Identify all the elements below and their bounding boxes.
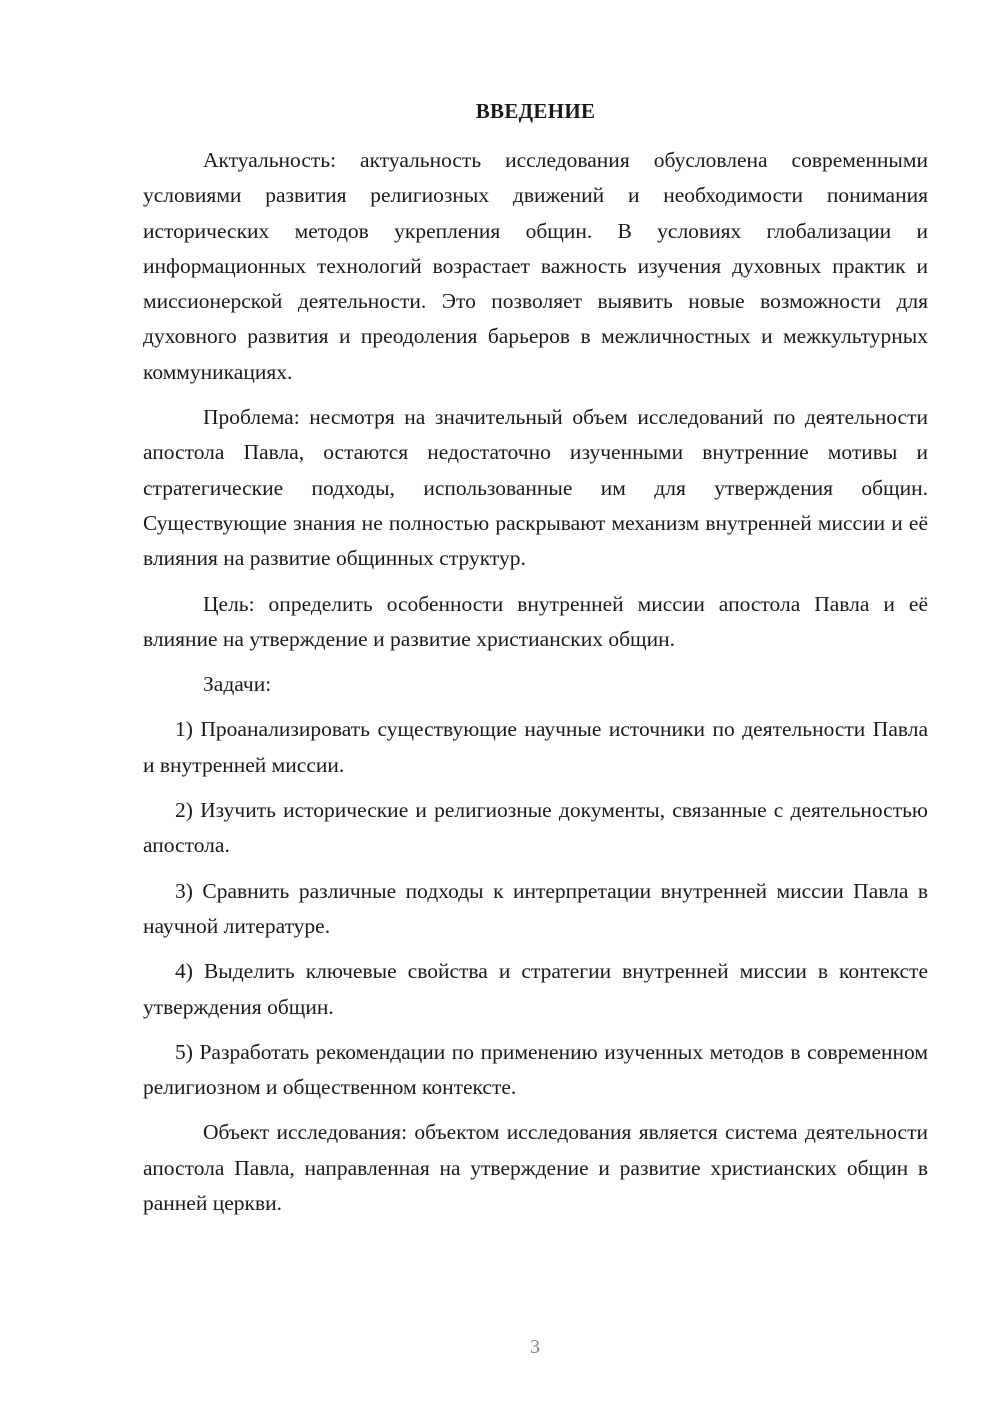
paragraph-goal: Цель: определить особенности внутренней миссии апостола Павла и её влияние на утверждение и развитие христианских общин. <box>143 591 928 651</box>
task-item-3: 3) Сравнить различные подходы к интерпретации внутренней миссии Павла в научной литературе. <box>143 878 928 938</box>
paragraph-relevance: Актуальность: актуальность исследования обусловлена современными условиями развития религиозных движений и необходимости понимания исторических методов укрепления общин. В условиях глобализации и информационных технологий возрастает важность изучения духовных практик и миссионерской деятельности. Это позволяет выявить новые возможности для духовного развития и преодоления барьеров в межличностных и межкультурных коммуникациях. <box>143 148 928 384</box>
paragraph-problem: Проблема: несмотря на значительный объем исследований по деятельности апостола Павла, остаются недостаточно изученными внутренние мотивы и стратегические подходы, использованные им для утверждения общин. Существующие знания не полностью раскрывают механизм внутренней миссии и её влияния на развитие общинных структур. <box>143 405 928 571</box>
paragraph-tasks-label: Задачи: <box>203 672 272 697</box>
page-title: ВВЕДЕНИЕ <box>475 99 596 123</box>
document-body <box>143 143 928 1221</box>
task-item-2: 2) Изучить исторические и религиозные документы, связанные с деятельностью апостола. <box>143 798 928 858</box>
task-item-5: 5) Разработать рекомендации по применению изученных методов в современном религиозном и общественном контексте. <box>143 1039 928 1100</box>
task-item-1: 1) Проанализировать существующие научные источники по деятельности Павла и внутренней миссии. <box>143 717 928 777</box>
task-item-4: 4) Выделить ключевые свойства и стратегии внутренней миссии в контексте утверждения общин. <box>143 959 928 1019</box>
page-number: 3 <box>530 1336 540 1358</box>
paragraph-object: Объект исследования: объектом исследования является система деятельности апостола Павла, направленная на утверждение и развитие христианских общин в ранней церкви. <box>143 1120 928 1216</box>
